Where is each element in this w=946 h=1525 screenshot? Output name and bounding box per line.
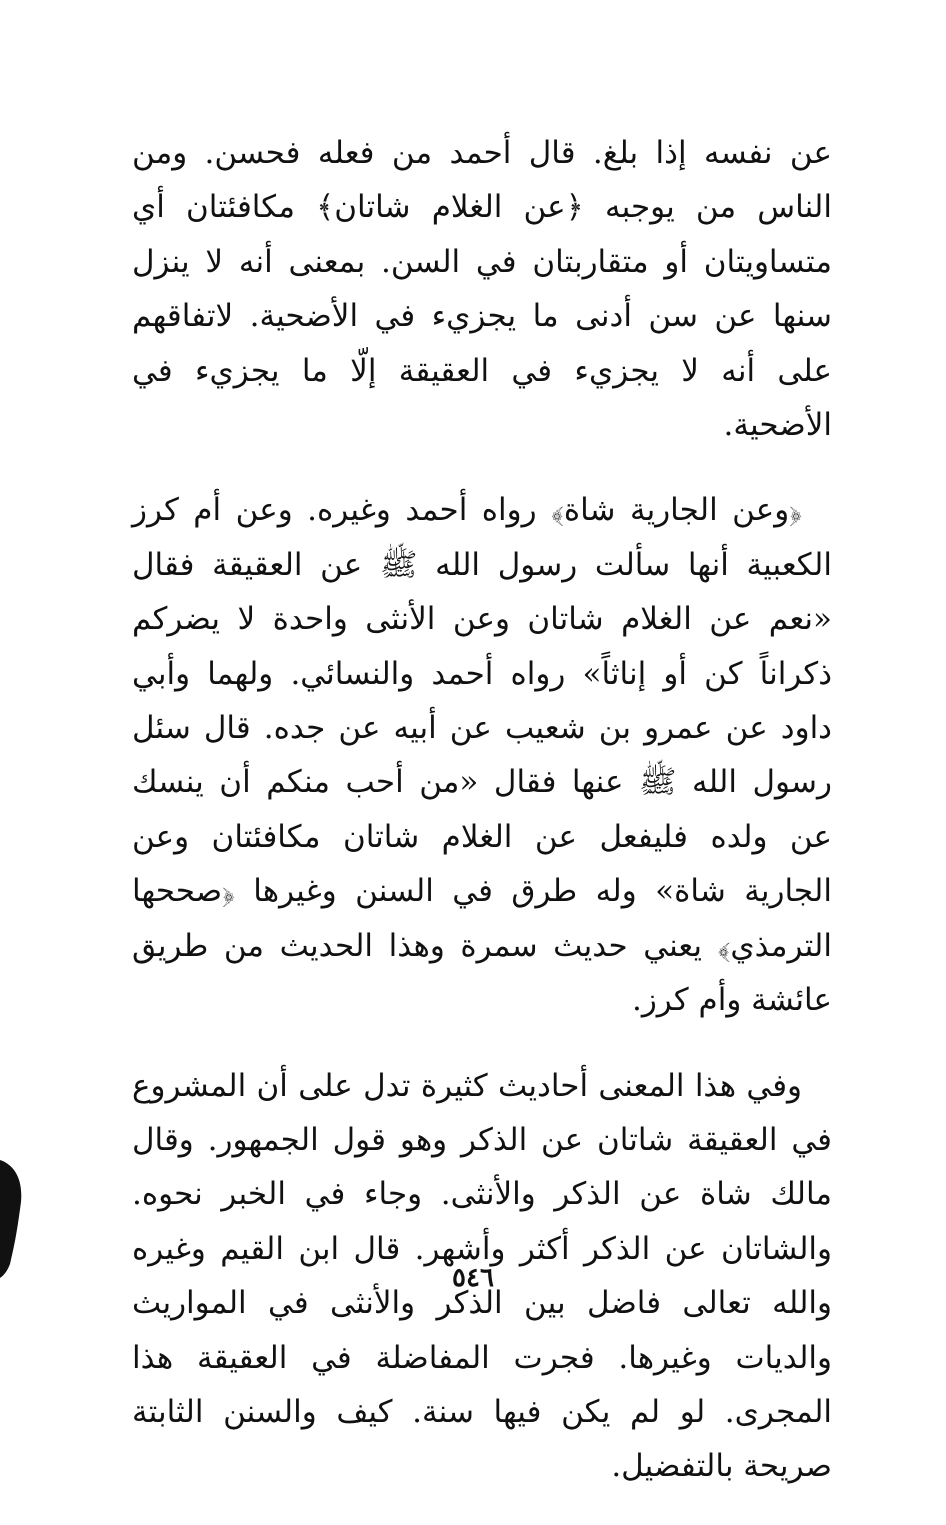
page-number: ٥٤٦	[452, 1263, 494, 1293]
paragraph-2: ﴿وعن الجارية شاة﴾ رواه أحمد وغيره. وعن أم كرز الكعبية أنها سألت رسول الله ﷺ عن العقيقة فقال «نعم عن الغلام شاتان وعن الأنثى واحدة لا يضركم ذكراناً كن أو إناثاً» رواه أحمد والنسائي. ولهما وأبي داود عن عمرو بن شعيب عن أبيه عن جده. قال سئل رسول الله ﷺ عنها فقال «من أحب منكم أن ينسك عن ولده فليفعل عن الغلام شاتان مكافئتان وعن الجارية شاة» وله طرق في السنن وغيرها ﴿صححها الترمذي﴾ يعني حديث سمرة وهذا الحديث من طريق عائشة وأم كرز.	[132, 492, 832, 1019]
scan-shadow	[0, 1160, 28, 1278]
main-text	[132, 126, 832, 1525]
paragraph-1: عن نفسه إذا بلغ. قال أحمد من فعله فحسن. ومن الناس من يوجبه ﴿عن الغلام شاتان﴾ مكافئتان أي متساويتان أو متقاربتان في السن. بمعنى أنه لا ينزل سنها عن سن أدنى ما يجزيء في الأضحية. لاتفاقهم على أنه لا يجزيء في العقيقة إلّا ما يجزيء في الأضحية.	[132, 135, 832, 444]
paragraph-3: وفي هذا المعنى أحاديث كثيرة تدل على أن المشروع في العقيقة شاتان عن الذكر وهو قول الجمهور. وقال مالك شاة عن الذكر والأنثى. وجاء في الخبر نحوه. والشاتان عن الذكر أكثر وأشهر. قال ابن القيم وغيره والله تعالى فاضل بين الذكر والأنثى في المواريث والديات وغيرها. فجرت المفاضلة في العقيقة هذا المجرى. لو لم يكن فيها سنة. كيف والسنن الثابتة صريحة بالتفضيل.	[132, 1067, 832, 1485]
